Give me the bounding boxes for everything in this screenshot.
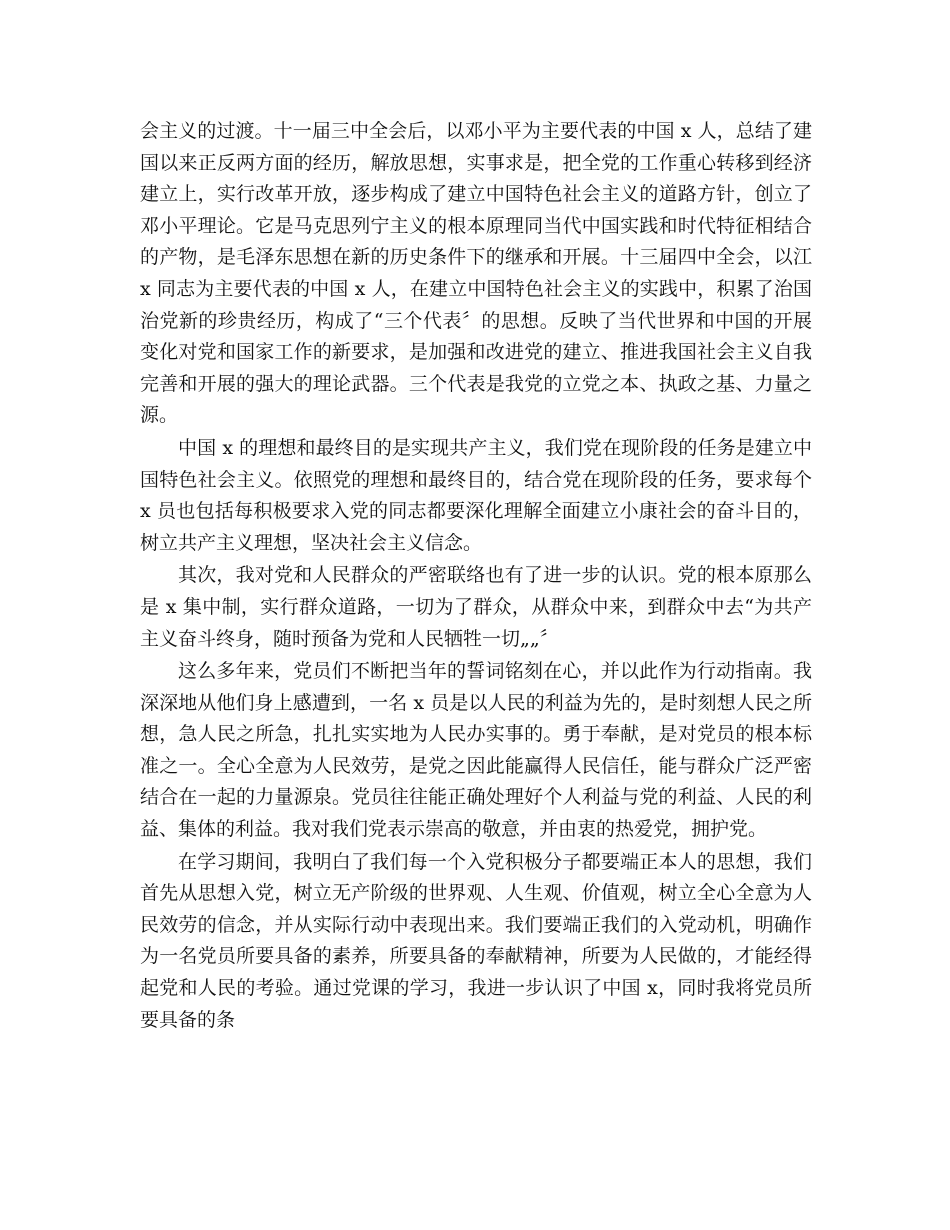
paragraph-3: 其次，我对党和人民群众的严密联络也有了进一步的认识。党的根本原那么是 x 集中制，实行群众道路，一切为了群众，从群众中来，到群众中去“为共产主义奋斗终身，随时预备为党和人民牺牲一切„„〞 <box>140 564 812 650</box>
paragraph-5: 在学习期间，我明白了我们每一个入党积极分子都要端正本人的思想，我们首先从思想入党，树立无产阶级的世界观、人生观、价值观，树立全心全意为人民效劳的信念，并从实际行动中表现出来。我们要端正我们的入党动机，明确作为一名党员所要具备的素养，所要具备的奉献精神，所要为人民做的，才能经得起党和人民的考验。通过党课的学习，我进一步认识了中国 x，同时我将党员所要具备的条 <box>140 850 812 1031</box>
paragraph-2: 中国 x 的理想和最终目的是实现共产主义，我们党在现阶段的任务是建立中国特色社会主义。依照党的理想和最终目的，结合党在现阶段的任务，要求每个 x 员也包括每积极要求入党的同志都要深化理解全面建立小康社会的奋斗目的，树立共产主义理想，坚决社会主义信念。 <box>140 436 812 554</box>
document-body <box>140 116 812 1036</box>
paragraph-1: 会主义的过渡。十一届三中全会后，以邓小平为主要代表的中国 x 人，总结了建国以来正反两方面的经历，解放思想，实事求是，把全党的工作重心转移到经济建立上，实行改革开放，逐步构成了建立中国特色社会主义的道路方针，创立了邓小平理论。它是马克思列宁主义的根本原理同当代中国实践和时代特征相结合的产物，是毛泽东思想在新的历史条件下的继承和开展。十三届四中全会，以江 x 同志为主要代表的中国 x 人，在建立中国特色社会主义的实践中，积累了治国治党新的珍贵经历，构成了“三个代表〞的思想。反映了当代世界和中国的开展变化对党和国家工作的新要求，是加强和改进党的建立、推进我国社会主义自我完善和开展的强大的理论武器。三个代表是我党的立党之本、执政之基、力量之源。 <box>140 120 812 427</box>
paragraph-4: 这么多年来，党员们不断把当年的誓词铭刻在心，并以此作为行动指南。我深深地从他们身上感遭到，一名 x 员是以人民的利益为先的，是时刻想人民之所想，急人民之所急，扎扎实实地为人民办实事的。勇于奉献，是对党员的根本标准之一。全心全意为人民效劳，是党之因此能赢得人民信任，能与群众广泛严密结合在一起的力量源泉。党员往往能正确处理好个人利益与党的利益、人民的利益、集体的利益。我对我们党表示崇高的敬意，并由衷的热爱党，拥护党。 <box>140 660 812 841</box>
